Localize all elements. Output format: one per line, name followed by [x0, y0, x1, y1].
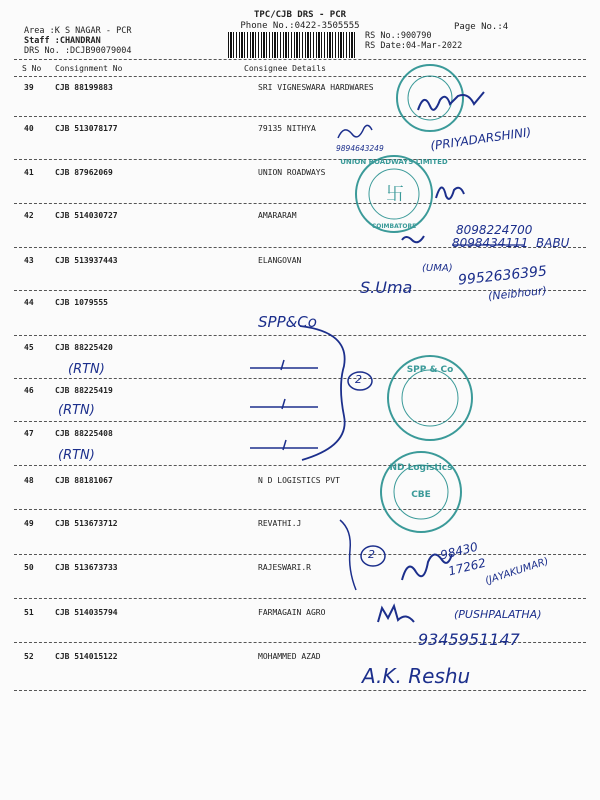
- sheet-title: TPC/CJB DRS - PCR: [253, 10, 347, 20]
- stamp-4-label: ND Logistics: [389, 463, 453, 473]
- row-consignee: FARMAGAIN AGRO: [258, 608, 326, 617]
- row-sno: 51: [24, 608, 34, 617]
- row-consignee: AMARARAM: [258, 211, 297, 220]
- handwritten-phone-49b: 17262: [446, 555, 488, 579]
- row-consignee: UNION ROADWAYS: [258, 168, 326, 177]
- handwritten-name-49: (JAYAKUMAR): [483, 556, 550, 587]
- company-stamp-1: [397, 65, 463, 131]
- row-sno: 45: [24, 343, 34, 352]
- drs-number: DRS No. :DCJB90079004: [24, 46, 132, 56]
- handwritten-signature-52: A.K. Reshu: [362, 664, 471, 688]
- row-sno: 52: [24, 652, 34, 661]
- row-consignee: REVATHI.J: [258, 519, 302, 528]
- handwritten-rtn-46: (RTN): [58, 403, 95, 418]
- row-consignee: MOHAMMED AZAD: [258, 652, 321, 661]
- page-number: Page No.:4: [454, 22, 509, 32]
- row-consignment-no: CJB 88199883: [55, 83, 113, 92]
- row-consignment-no: CJB 88225420: [55, 343, 113, 352]
- handwritten-name-43: S.Uma: [360, 278, 413, 297]
- handwritten-phone-49a: 98430: [438, 539, 480, 563]
- stamp-2-label: UNION ROADWAYS LIMITED: [340, 158, 448, 166]
- row-consignment-no: CJB 513673733: [55, 563, 118, 572]
- row-consignment-no: CJB 513937443: [55, 256, 118, 265]
- handwritten-phone-43: 9952636395: [457, 263, 548, 289]
- brace-49-50: [340, 520, 356, 590]
- row-sno: 43: [24, 256, 34, 265]
- handwritten-phone-40: 9894643249: [336, 144, 384, 153]
- row-consignment-no: CJB 513078177: [55, 124, 118, 133]
- col-consignee: Consignee Details: [244, 64, 326, 73]
- handwritten-phone-42b: 8098434111: [452, 236, 529, 250]
- rs-number: RS No.:900790: [365, 31, 432, 41]
- row-consignment-no: CJB 88181067: [55, 476, 113, 485]
- row-consignee: ELANGOVAN: [258, 256, 302, 265]
- signature-41: [436, 187, 464, 198]
- row-consignment-no: CJB 514030727: [55, 211, 118, 220]
- row-consignee: RAJESWARI.R: [258, 563, 311, 572]
- signature-40: [338, 125, 372, 138]
- row-sno: 46: [24, 386, 34, 395]
- row-consignment-no: CJB 88225408: [55, 429, 113, 438]
- stamp-3-label: SPP & Co: [406, 365, 454, 375]
- brace-mark: [300, 326, 345, 460]
- handwritten-note-44: SPP&Co: [258, 313, 317, 331]
- handwritten-name-42: BABU: [536, 236, 570, 250]
- handwritten-uma-43: (UMA): [422, 263, 453, 274]
- signature-42: [402, 236, 424, 242]
- row-consignment-no: CJB 513673712: [55, 519, 118, 528]
- row-sno: 47: [24, 429, 34, 438]
- row-sno: 48: [24, 476, 34, 485]
- phone-number: Phone No.:0422-3505555: [240, 21, 360, 31]
- row-consignment-no: CJB 514035794: [55, 608, 118, 617]
- row-consignee: 79135 NITHYA: [258, 124, 316, 133]
- handwritten-circle-number-44: 2: [355, 373, 362, 386]
- handwritten-name-51: (PUSHPALATHA): [454, 608, 542, 621]
- col-sno: S No: [22, 64, 42, 73]
- row-sno: 41: [24, 168, 34, 177]
- row-consignment-no: CJB 514015122: [55, 652, 118, 661]
- col-consignment: Consignment No: [55, 64, 123, 73]
- row-sno: 42: [24, 211, 34, 220]
- swastika-icon: 卐: [386, 184, 404, 204]
- row-consignment-no: CJB 88225419: [55, 386, 113, 395]
- stamp-4-city: CBE: [411, 490, 431, 500]
- handwritten-name-40: (PRIYADARSHINI): [429, 124, 533, 154]
- staff: Staff :CHANDRAN: [24, 36, 101, 46]
- area: Area :K S NAGAR - PCR: [24, 26, 132, 36]
- rs-date: RS Date:04-Mar-2022: [365, 41, 463, 51]
- handwritten-phone-42a: 8098224700: [456, 223, 533, 237]
- row-consignment-no: CJB 1079555: [55, 298, 108, 307]
- signature-51: [378, 606, 414, 622]
- row-consignment-no: CJB 87962069: [55, 168, 113, 177]
- row-sno: 40: [24, 124, 34, 133]
- handwritten-relation-43: (Neibhour): [487, 283, 548, 304]
- row-sno: 44: [24, 298, 34, 307]
- row-consignee: SRI VIGNESWARA HARDWARES: [258, 83, 374, 92]
- row-consignee: N D LOGISTICS PVT: [258, 476, 340, 485]
- handwritten-circle-number-49: 2: [368, 548, 375, 561]
- handwritten-rtn-45: (RTN): [68, 362, 105, 377]
- stamp-2-city: COIMBATORE: [371, 223, 417, 230]
- row-sno: 39: [24, 83, 34, 92]
- handwritten-phone-51: 9345951147: [418, 630, 520, 649]
- company-stamp-3: [388, 356, 472, 440]
- row-sno: 50: [24, 563, 34, 572]
- company-stamp-2: [340, 156, 448, 232]
- signature-39: [418, 92, 484, 110]
- company-stamp-4: [381, 452, 461, 532]
- row-sno: 49: [24, 519, 34, 528]
- handwritten-rtn-47: (RTN): [58, 448, 95, 463]
